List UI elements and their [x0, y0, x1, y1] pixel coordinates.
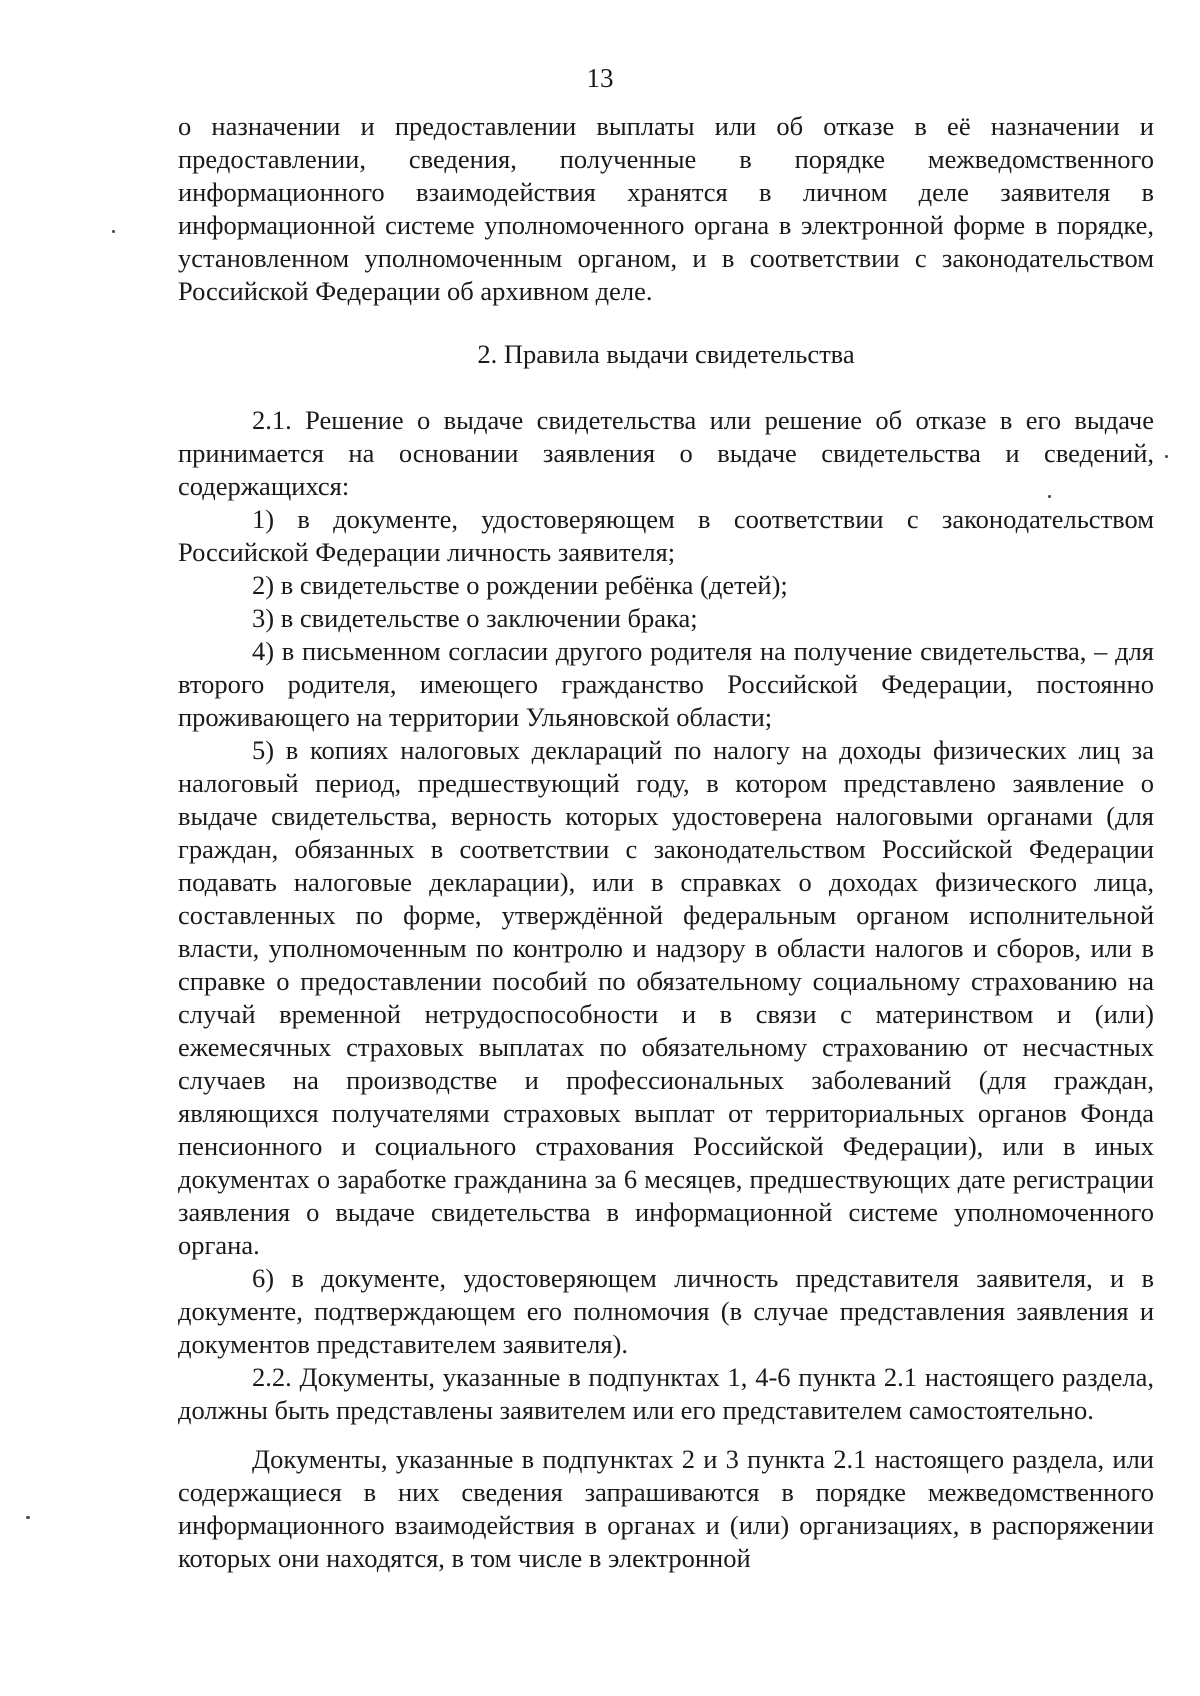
clause-2-2: 2.2. Документы, указанные в подпунктах 1, 4-6 пункта 2.1 настоящего раздела, должны быть представлены заявителем или его представителем самостоятельно. [178, 1362, 1154, 1425]
list-item-4: 4) в письменном согласии другого родителя на получение свидетельства, – для второго родителя, имеющего гражданство Российской Федерации, постоянно проживающего на территории Ульяновской области; [178, 636, 1154, 732]
scan-speck [26, 1516, 30, 1519]
list-item-1: 1) в документе, удостоверяющем в соответствии с законодательством Российской Федерации личность заявителя; [178, 504, 1154, 567]
page-number: 13 [586, 63, 614, 93]
scan-speck [1165, 455, 1168, 458]
list-item-6: 6) в документе, удостоверяющем личность представителя заявителя, и в документе, подтверждающем его полномочия (в случае представления заявления и документов представителем заявителя). [178, 1263, 1154, 1359]
list-item-5: 5) в копиях налоговых деклараций по налогу на доходы физических лиц за налоговый период, предшествующий году, в котором представлено заявление о выдаче свидетельства, верность которых удостоверена налоговыми органами (для граждан, обязанных в соответствии с законодательством Российской Федерации подавать налоговые декларации), или в справках о доходах физического лица, составленных по форме, утверждённой федеральным органом исполнительной власти, уполномоченным по контролю и надзору в области налогов и сборов, или в справке о предоставлении пособий по обязательному социальному страхованию на случай временной нетрудоспособности и в связи с материнством и (или) ежемесячных страховых выплатах по обязательному страхованию от несчастных случаев на производстве и профессиональных заболеваний (для граждан, являющихся получателями страховых выплат от территориальных органов Фонда пенсионного и социального страхования Российской Федерации), или в иных документах о заработке гражданина за 6 месяцев, предшествующих дате регистрации заявления о выдаче свидетельства в информационной системе уполномоченного органа. [178, 735, 1154, 1260]
list-item-3: 3) в свидетельстве о заключении брака; [252, 603, 698, 633]
list-item-2: 2) в свидетельстве о рождении ребёнка (детей); [252, 570, 788, 600]
scan-speck [1048, 495, 1051, 498]
section-heading: 2. Правила выдачи свидетельства [477, 339, 855, 369]
scan-speck [112, 230, 115, 233]
document-body [178, 110, 1154, 1575]
paragraph-continuation: о назначении и предоставлении выплаты или об отказе в её назначении и предоставлении, сведения, полученные в порядке межведомственного информационного взаимодействия хранятся в личном деле заявителя в информационной системе уполномоченного органа в электронной форме в порядке, установленном уполномоченным органом, и в соответствии с законодательством Российской Федерации об архивном деле. [178, 111, 1154, 306]
clause-2-2-continued: Документы, указанные в подпунктах 2 и 3 пункта 2.1 настоящего раздела, или содержащиеся в них сведения запрашиваются в порядке межведомственного информационного взаимодействия в органах и (или) организациях, в распоряжении которых они находятся, в том числе в электронной [178, 1444, 1154, 1573]
clause-2-1: 2.1. Решение о выдаче свидетельства или решение об отказе в его выдаче принимается на основании заявления о выдаче свидетельства и сведений, содержащихся: [178, 405, 1154, 501]
